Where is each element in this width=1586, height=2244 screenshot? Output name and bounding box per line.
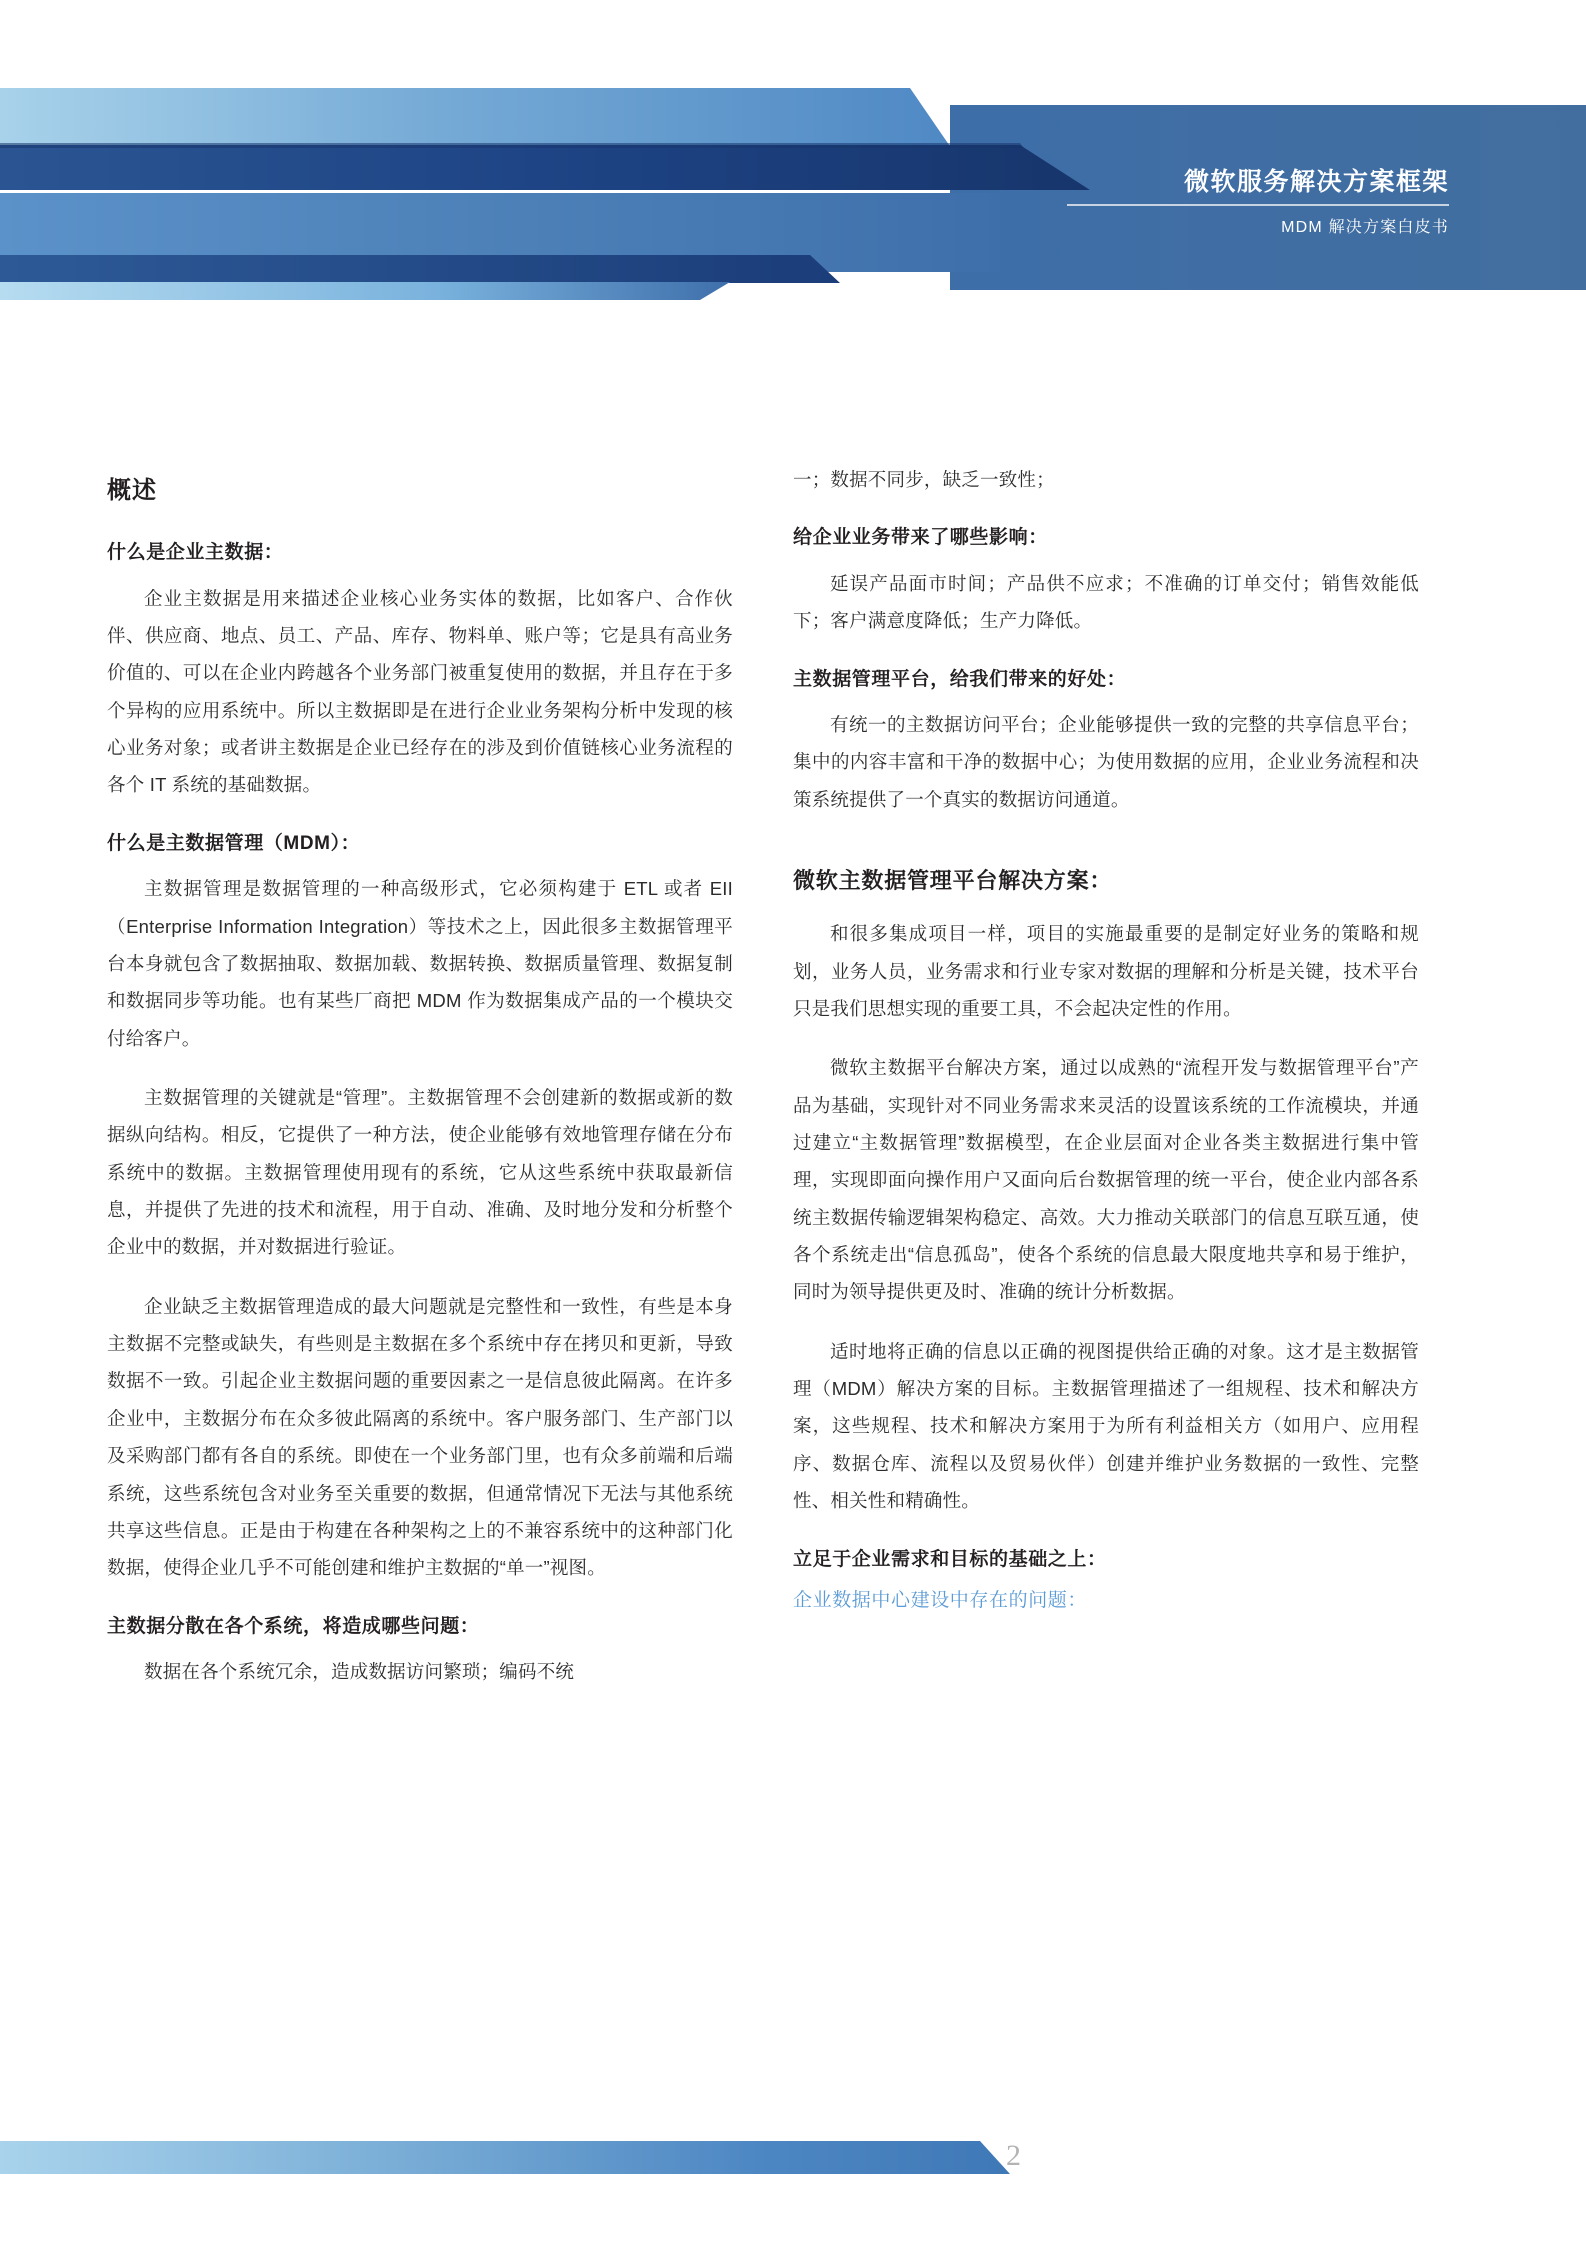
paragraph-enterprise-master-data: 企业主数据是用来描述企业核心业务实体的数据，比如客户、合作伙伴、供应商、地点、员工、产品、库存、物料单、账户等；它是具有高业务价值的、可以在企业内跨越各个业务部门被重复使用的数据，并且存在于多个异构的应用系统中。所以主数据即是在进行企业业务架构分析中发现的核心业务对象；或者讲主数据是企业已经存在的涉及到价值链核心业务流程的各个 IT 系统的基础数据。 (107, 587, 733, 796)
header-subtitle: MDM 解决方案白皮书 (1281, 218, 1449, 236)
paragraph-lack-of-mdm-problems: 企业缺乏主数据管理造成的最大问题就是完整性和一致性，有些是本身主数据不完整或缺失，有些则是主数据在多个系统中存在拷贝和更新，导致数据不一致。引起企业主数据问题的重要因素之一是信息彼此隔离。在许多企业中，主数据分布在众多彼此隔离的系统中。客户服务部门、生产部门以及采购部门都有各自的系统。即使在一个业务部门里，也有众多前端和后端系统，这些系统包含对业务至关重要的数据，但通常情况下无法与其他系统共享这些信息。正是由于构建在各种架构之上的不兼容系统中的这种部门化数据，使得企业几乎不可能创建和维护主数据的“单一”视图。 (107, 1295, 733, 1579)
page-number: 2 (1006, 2139, 1021, 2172)
footer-banner (0, 2074, 1586, 2244)
subheading-data-center-problems: 企业数据中心建设中存在的问题： (793, 1590, 1088, 1612)
paragraph-mdm-management-key: 主数据管理的关键就是“管理”。主数据管理不会创建新的数据或新的数据纵向结构。相反，它提供了一种方法，使企业能够有效地管理存储在分布系统中的数据。主数据管理使用现有的系统，它从这些系统中获取最新信息，并提供了先进的技术和流程，用于自动、准确、及时地分发和分析整个企业中的数据，并对数据进行验证。 (107, 1086, 733, 1258)
right-column (793, 461, 1419, 1616)
paragraph-business-impact: 延误产品面市时间；产品供不应求；不准确的订单交付；销售效能低下；客户满意度降低；生产力降低。 (793, 572, 1419, 632)
paragraph-integration-projects: 和很多集成项目一样，项目的实施最重要的是制定好业务的策略和规划，业务人员，业务需求和行业专家对数据的理解和分析是关键，技术平台只是我们思想实现的重要工具，不会起决定性的作用。 (793, 923, 1419, 1019)
paragraph-mdm-definition: 主数据管理是数据管理的一种高级形式，它必须构建于 ETL 或者 EII（Enterprise Information Integration）等技术之上，因此很多主数据管理平台本身就包含了数据抽取、数据加载、数据转换、数据质量管理、数据复制和数据同步等功能。也有某些厂商把 MDM 作为数据集成产品的一个模块交付给客户。 (107, 878, 733, 1049)
heading-scattered-master-data: 主数据分散在各个系统，将造成哪些问题： (107, 1615, 480, 1637)
header-title: 微软服务解决方案框架 (1183, 168, 1449, 196)
heading-mdm-platform-benefits: 主数据管理平台，给我们带来的好处： (793, 668, 1127, 690)
heading-what-is-enterprise-master-data: 什么是企业主数据： (107, 542, 284, 563)
heading-microsoft-mdm-solution: 微软主数据管理平台解决方案： (793, 868, 1113, 894)
paragraph-microsoft-platform-solution: 微软主数据平台解决方案，通过以成熟的“流程开发与数据管理平台”产品为基础，实现针对不同业务需求来灵活的设置该系统的工作流模块，并通过建立“主数据管理”数据模型，在企业层面对企业各类主数据进行集中管理，实现即面向操作用户又面向后台数据管理的统一平台，使企业内部各系统主数据传输逻辑架构稳定、高效。大力推动关联部门的信息互联互通，使各个系统走出“信息孤岛”，使各个系统的信息最大限度地共享和易于维护，同时为领导提供更及时、准确的统计分析数据。 (793, 1057, 1419, 1303)
heading-what-is-mdm: 什么是主数据管理（MDM）： (107, 832, 361, 854)
document-content (107, 470, 1419, 1694)
left-column (107, 539, 733, 1690)
footer-stripe (0, 2141, 1010, 2174)
heading-business-impact: 给企业业务带来了哪些影响： (793, 527, 1048, 549)
paragraph-continued-from-left: 一；数据不同步，缺乏一致性； (793, 469, 1055, 490)
paragraph-scattered-problems: 数据在各个系统冗余，造成数据访问繁琐；编码不统 (144, 1661, 575, 1683)
heading-based-on-enterprise-needs: 立足于企业需求和目标的基础之上： (793, 1548, 1107, 1570)
paragraph-mdm-platform-benefits: 有统一的主数据访问平台；企业能够提供一致的完整的共享信息平台；集中的内容丰富和干净的数据中心；为使用数据的应用，企业业务流程和决策系统提供了一个真实的数据访问通道。 (793, 714, 1419, 810)
page-title: 概述 (107, 477, 157, 504)
paragraph-right-info-right-view: 适时地将正确的信息以正确的视图提供给正确的对象。这才是主数据管理（MDM）解决方案的目标。主数据管理描述了一组规程、技术和解决方案，这些规程、技术和解决方案用于为所有利益相关方（如用户、应用程序、数据仓库、流程以及贸易伙伴）创建并维护业务数据的一致性、完整性、相关性和精确性。 (793, 1340, 1419, 1512)
